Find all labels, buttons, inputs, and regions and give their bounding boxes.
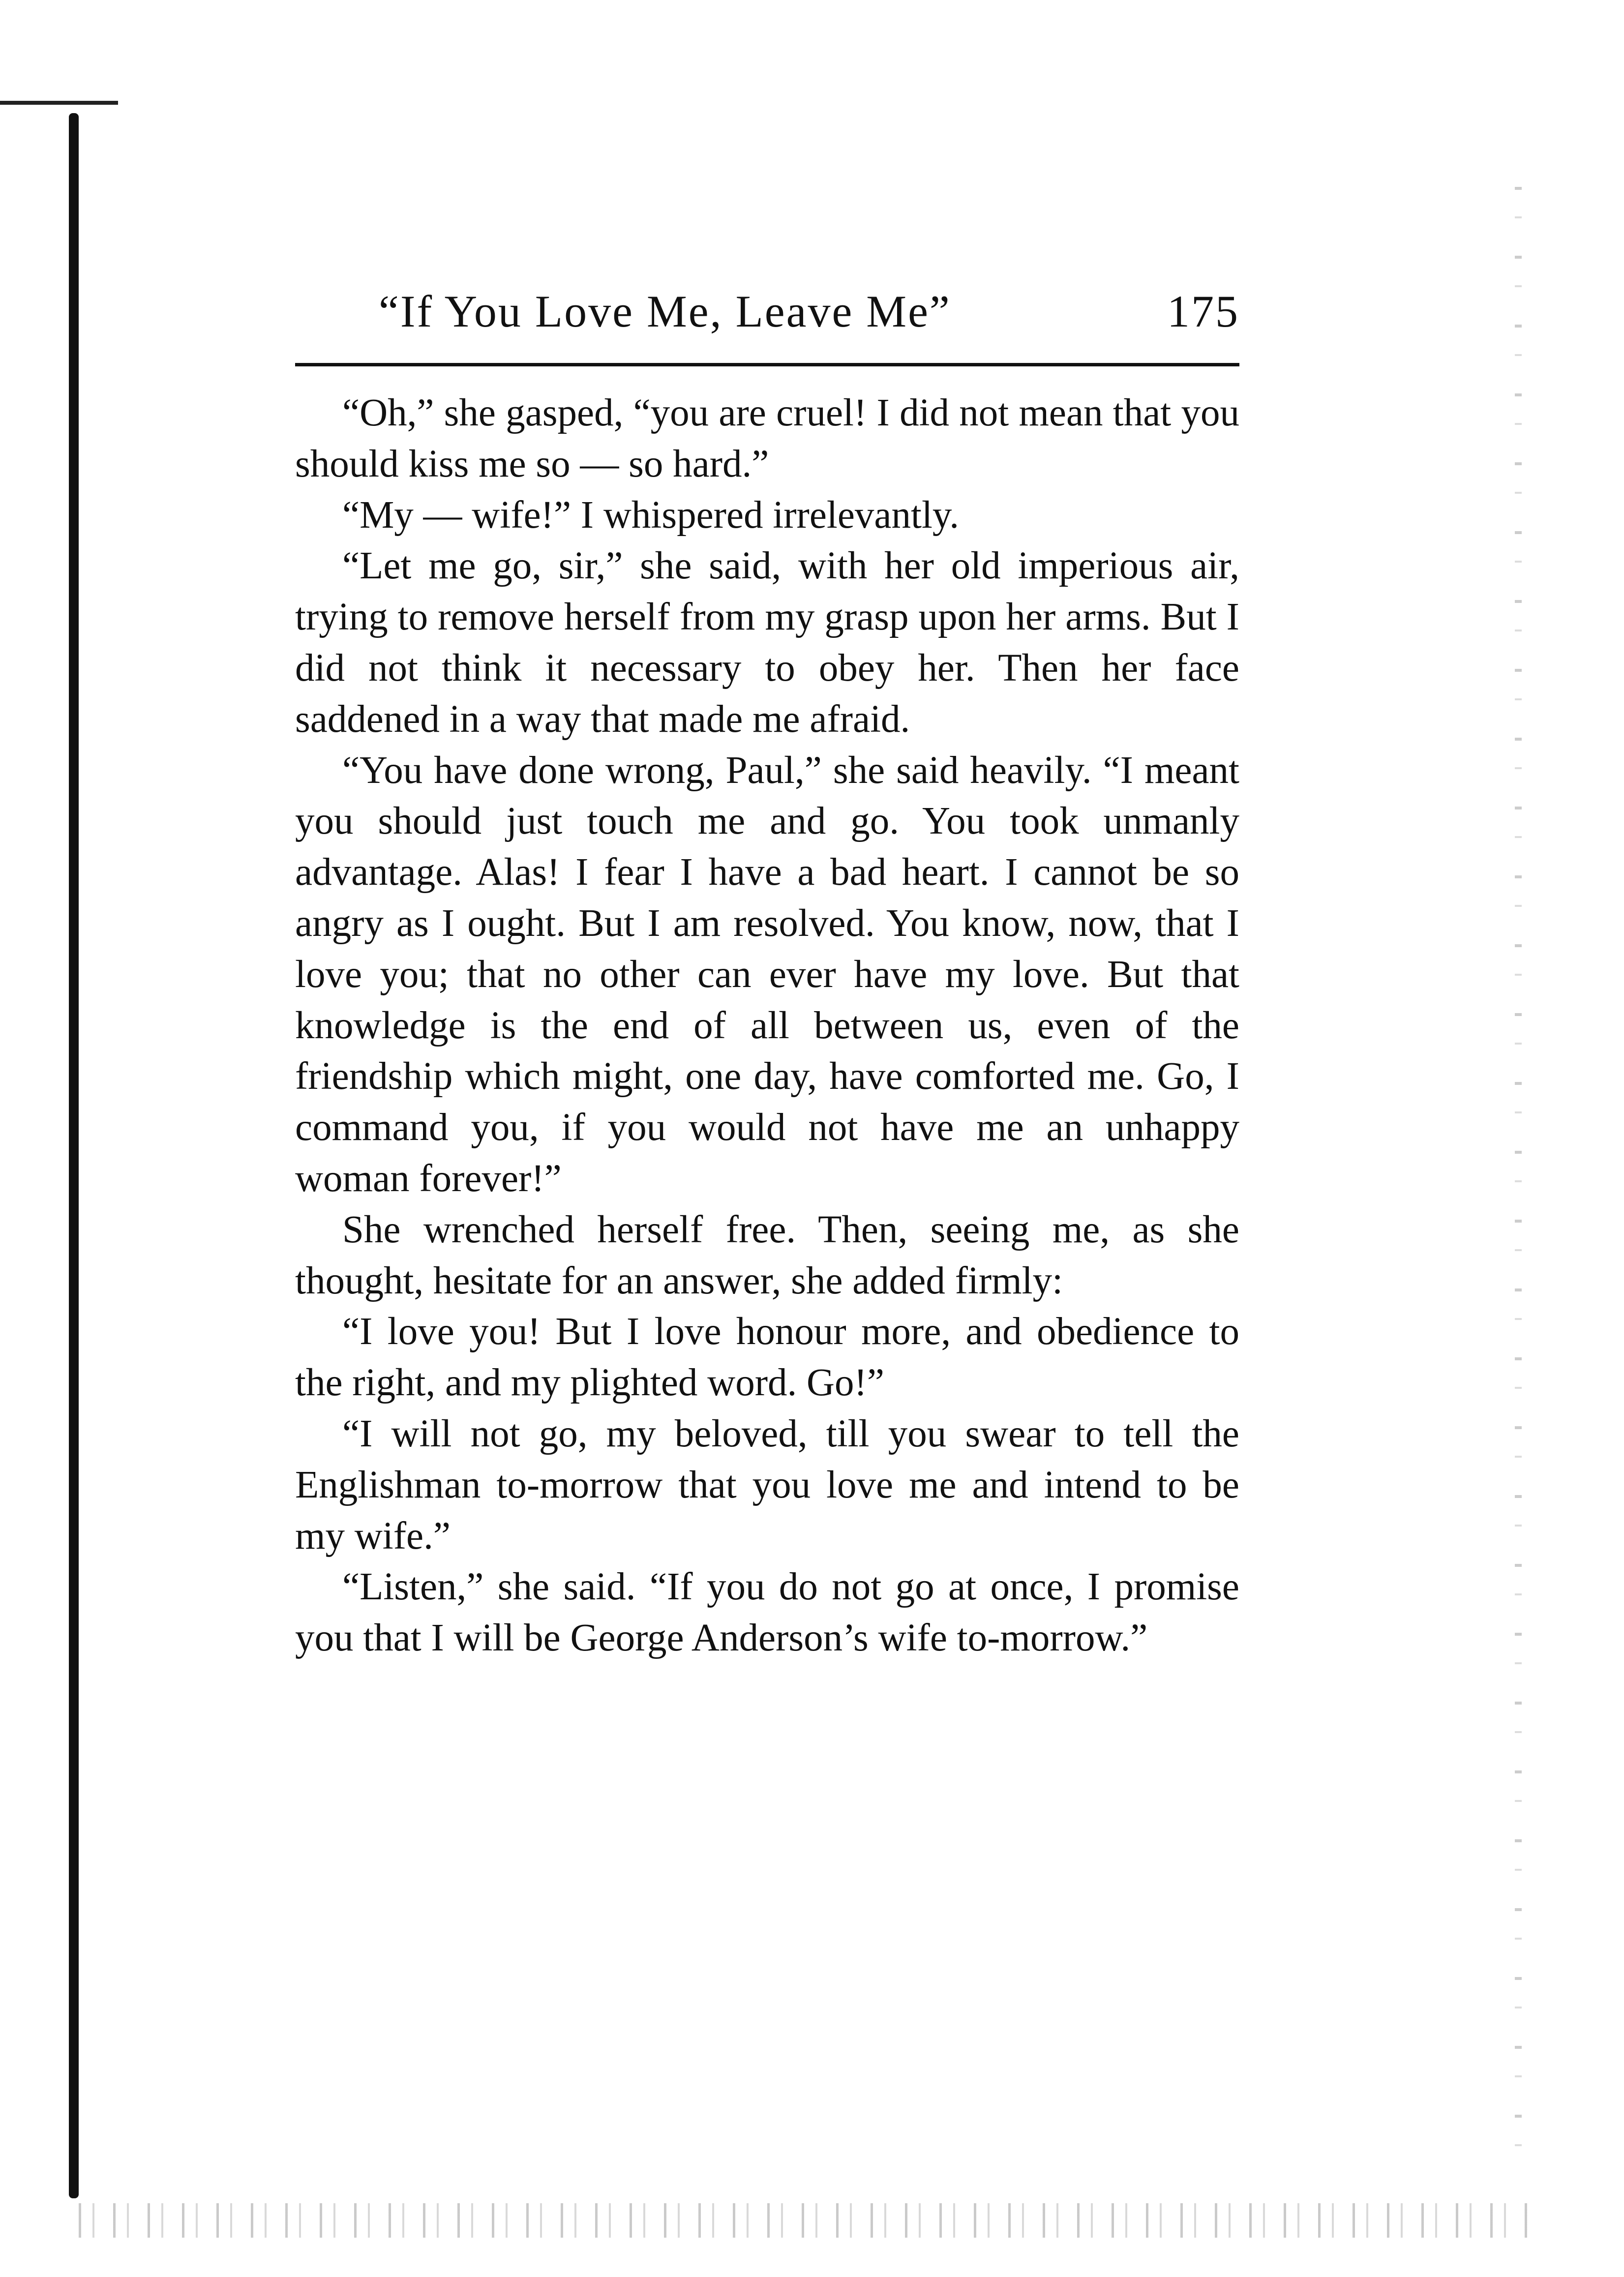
paragraph: “Listen,” she said. “If you do not go at once, I promise you that I will be George Anderson’s wife to-morrow.” — [295, 1565, 1239, 1660]
paragraph: “Oh,” she gasped, “you are cruel! I did not mean that you should kiss me so — so hard.” — [295, 391, 1239, 485]
page-number: 175 — [1167, 286, 1239, 336]
paragraph: “I love you! But I love honour more, and obedience to the right, and my plighted word. Go!” — [295, 1310, 1239, 1405]
paragraph: “I will not go, my beloved, till you swear to tell the Englishman to-morrow that you love me and intend to be my wife.” — [295, 1412, 1239, 1558]
paragraph: “My — wife!” I whispered irrelevantly. — [342, 493, 960, 537]
paragraph: “Let me go, sir,” she said, with her old imperious air, trying to remove herself from my grasp upon her arms. But I did not think it necessary to obey her. Then her face saddened in a way that made me afraid. — [295, 544, 1239, 741]
scan-edge-mark — [0, 101, 118, 105]
body-text — [295, 388, 1239, 1664]
paragraph: She wrenched herself free. Then, seeing me, as she thought, hesitate for an answer, she added firmly: — [295, 1208, 1239, 1302]
scan-noise-bottom — [79, 2203, 1530, 2238]
paragraph: “You have done wrong, Paul,” she said heavily. “I meant you should just touch me and go. You took unmanly advantage. Alas! I fear I have a bad heart. I cannot be so angry as I ought. But I am resolved. You know, now, that I love you; that no other can ever have my love. But that knowledge is the end of all between us, even of the friendship which might, one day, have comforted me. Go, I command you, if you would not have me an unhappy woman forever!” — [295, 749, 1239, 1200]
binding-edge — [69, 113, 79, 2198]
scan-noise-right — [1515, 187, 1522, 2179]
page-header — [295, 275, 1239, 349]
header-rule — [295, 363, 1239, 366]
running-head: “If You Love Me, Leave Me” — [379, 286, 951, 336]
